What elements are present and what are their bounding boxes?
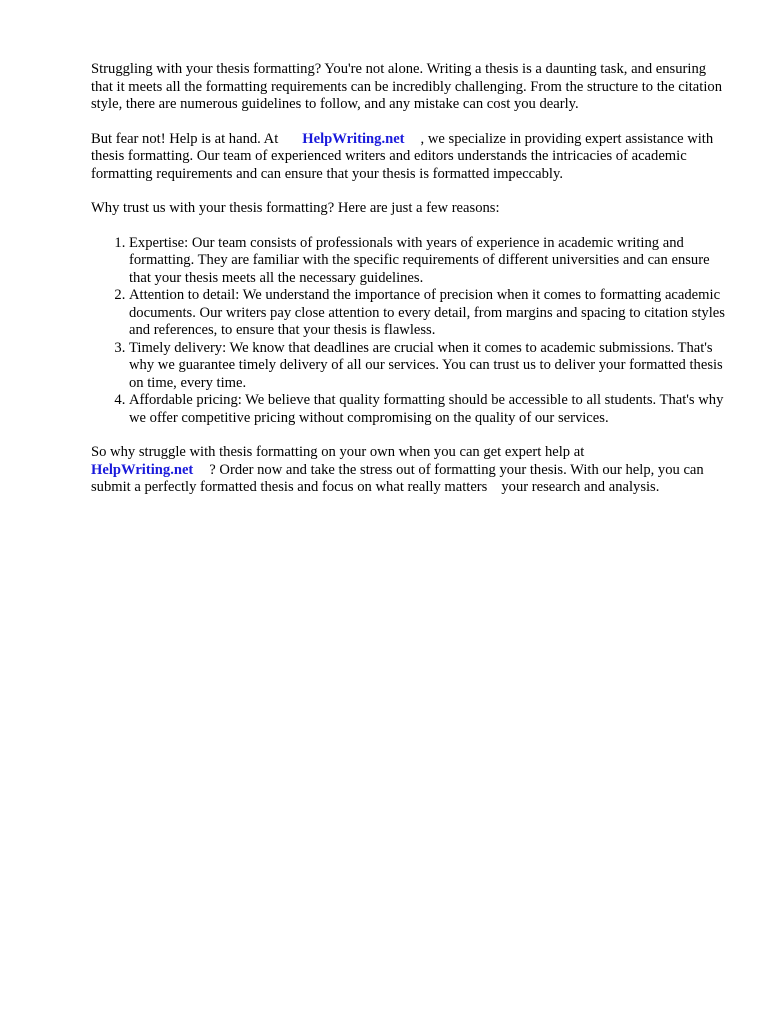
- helpwriting-link[interactable]: HelpWriting.net: [91, 461, 194, 478]
- closing-paragraph: [91, 444, 731, 497]
- closing-text-middle: ? Order now and take the stress out of formatting your thesis. With our help, you can submit a perfectly formatted thesis and focus on what really matters: [91, 461, 704, 495]
- closing-text-before: So why struggle with thesis formatting on your own when you can get expert help at: [91, 444, 585, 460]
- list-item: [129, 340, 731, 393]
- reason-affordable-pricing: Affordable pricing: We believe that quality formatting should be accessible to all students. That's why we offer competitive pricing without compromising on the quality of our services.: [129, 392, 724, 426]
- help-text-before: But fear not! Help is at hand. At: [91, 130, 279, 147]
- list-item: [129, 287, 731, 340]
- closing-text-after: your research and analysis.: [501, 479, 660, 495]
- reason-expertise: Expertise: Our team consists of professionals with years of experience in academic writing and formatting. They are familiar with the specific requirements of different universities and can ensure that your thesis meets all the necessary guidelines.: [129, 234, 710, 286]
- why-text: Why trust us with your thesis formatting? Here are just a few reasons:: [91, 200, 500, 216]
- list-item: [129, 392, 731, 427]
- list-item: [129, 235, 731, 288]
- reason-timely-delivery: Timely delivery: We know that deadlines are crucial when it comes to academic submissions. That's why we guarantee timely delivery of all our services. You can trust us to deliver your formatted thesis on time, every time.: [129, 339, 723, 391]
- reasons-list: [91, 235, 731, 428]
- document-body: [91, 61, 731, 514]
- reason-attention-to-detail: Attention to detail: We understand the importance of precision when it comes to formatting academic documents. Our writers pay close attention to every detail, from margins and spacing to citation styles and references, to ensure that your thesis is flawless.: [129, 287, 725, 338]
- intro-text: Struggling with your thesis formatting? You're not alone. Writing a thesis is a daunting task, and ensuring that it meets all the formatting requirements can be incredibly challenging. From the structure to the citation style, there are numerous guidelines to follow, and any mistake can cost you dearly.: [91, 61, 722, 112]
- why-paragraph: [91, 200, 731, 218]
- helpwriting-link[interactable]: HelpWriting.net: [302, 130, 405, 147]
- help-text-after: , we specialize in providing expert assistance with thesis formatting. Our team of experienced writers and editors understands the intricacies of academic formatting requirements and can ensure that your thesis is formatted impeccably.: [91, 130, 714, 182]
- help-paragraph: [91, 131, 731, 184]
- intro-paragraph: [91, 61, 731, 114]
